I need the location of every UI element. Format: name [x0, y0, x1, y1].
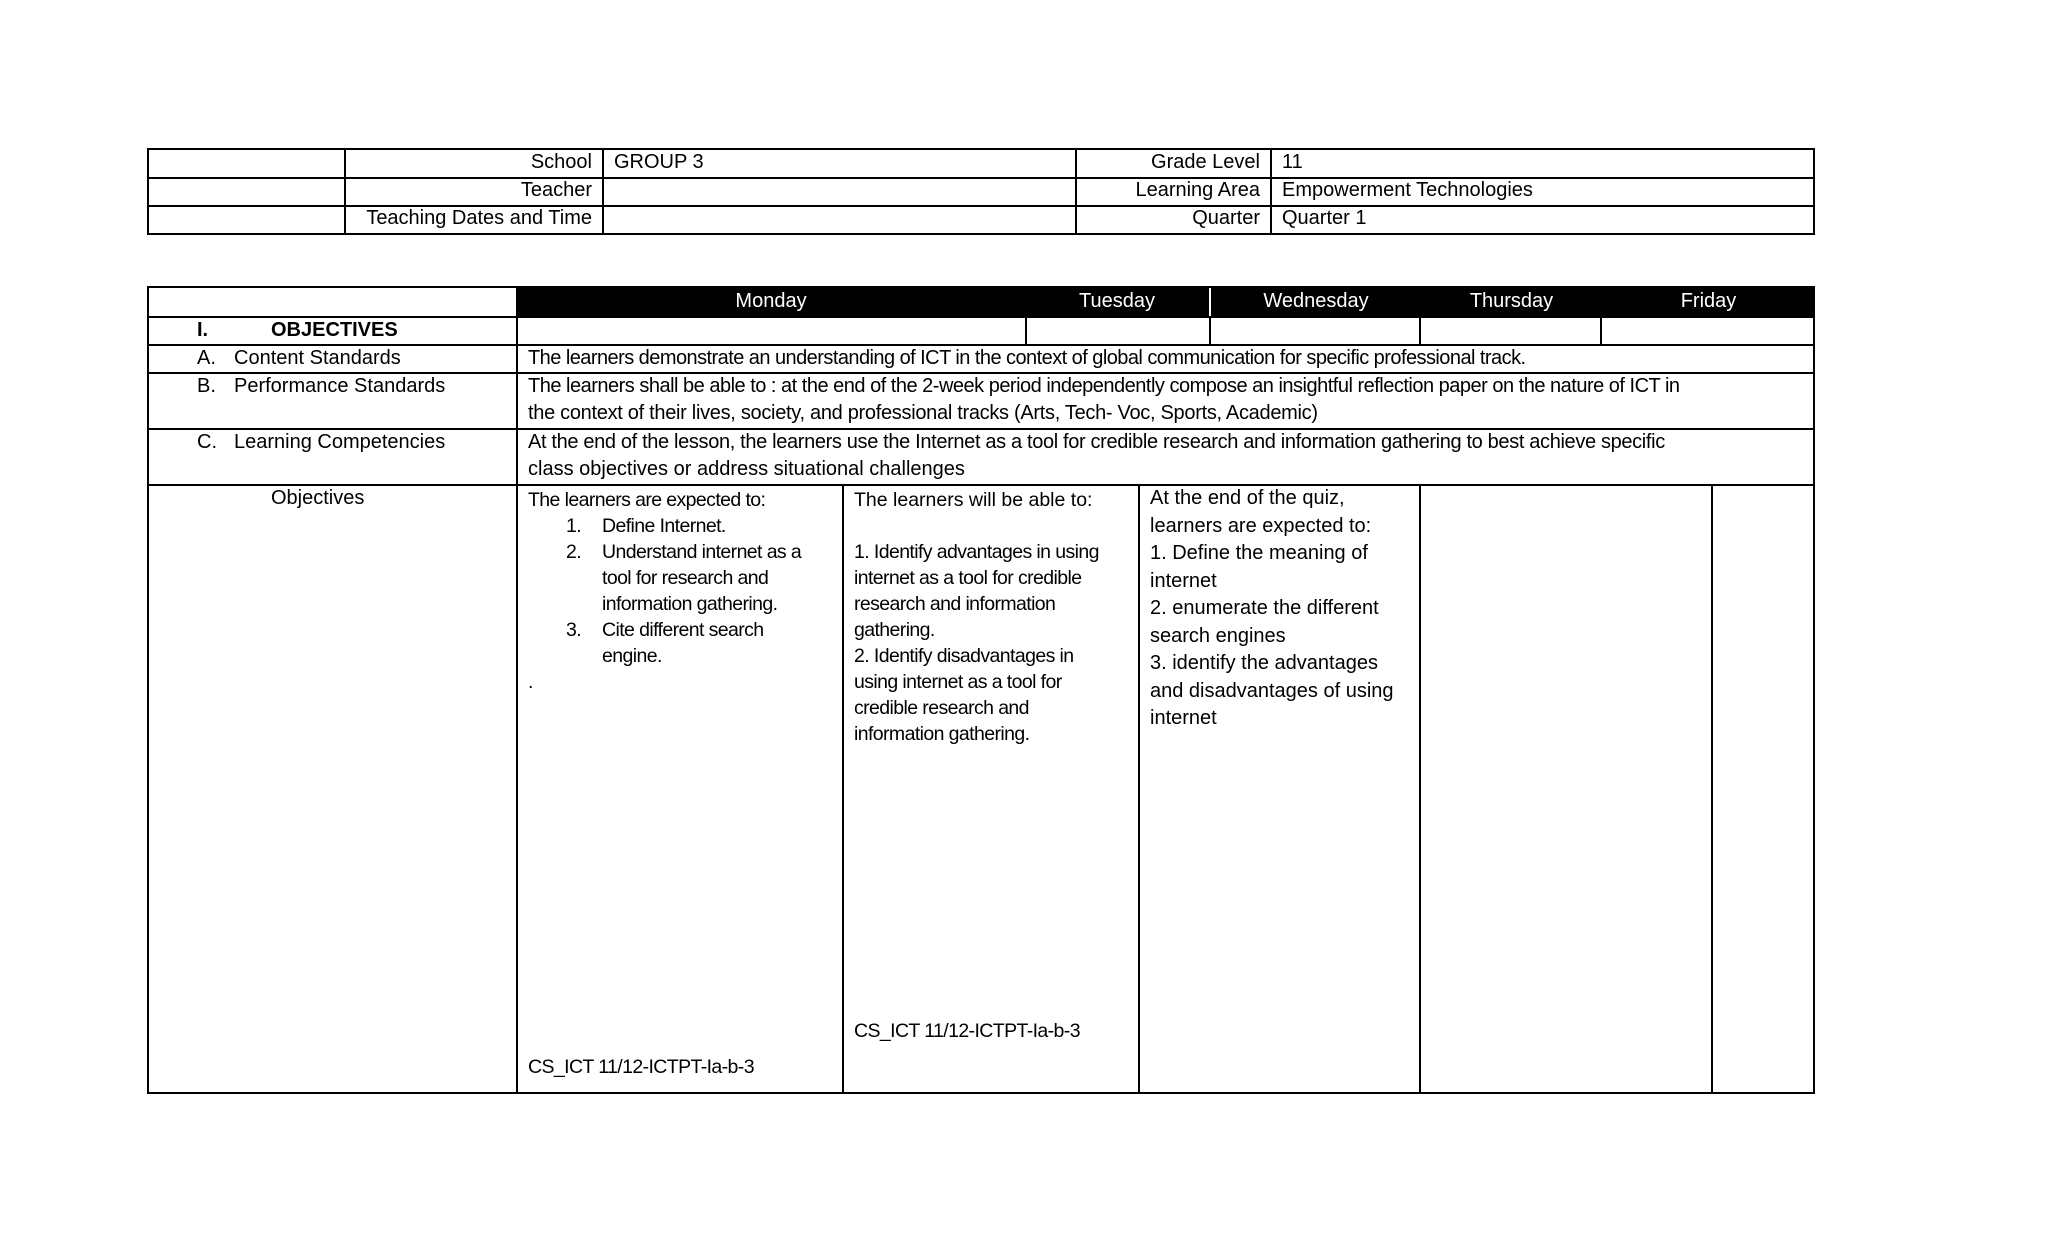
quarter-label: Quarter — [1192, 207, 1260, 229]
rule — [147, 286, 1815, 288]
rule — [516, 286, 518, 1094]
area-label: Learning Area — [1135, 179, 1260, 201]
tuesday-intro: The learners will be able to: — [854, 489, 1093, 511]
dates-label: Teaching Dates and Time — [366, 207, 592, 229]
item-text: Understand internet as a tool for research and information gathering. — [602, 541, 802, 615]
day-thursday: Thursday — [1469, 290, 1554, 312]
performance-standards-letter: B. — [197, 375, 216, 397]
rule — [1138, 484, 1140, 1094]
item-number: 2. — [566, 541, 582, 563]
tuesday-competency-code: CS_ICT 11/12-ICTPT-Ia-b-3 — [854, 1020, 1080, 1042]
day-monday: Monday — [735, 290, 807, 312]
spacer — [854, 513, 1114, 539]
monday-intro: The learners are expected to: — [528, 489, 766, 511]
objectives-number: I. — [197, 319, 209, 341]
content-standards-letter: A. — [197, 347, 216, 369]
content-standards-text: The learners demonstrate an understanding of ICT in the context of global communication for specific professional track. — [528, 347, 1526, 369]
school-value: GROUP 3 — [614, 151, 704, 173]
wednesday-item-2: 2. enumerate the different search engines — [1150, 597, 1379, 647]
rule — [1813, 286, 1815, 1094]
grade-label: Grade Level — [1151, 151, 1260, 173]
objectives-heading: OBJECTIVES — [271, 319, 398, 341]
item-text: Cite different search engine. — [602, 619, 764, 667]
school-label: School — [530, 151, 592, 173]
rule — [1270, 148, 1272, 235]
rule — [842, 484, 844, 1094]
tuesday-item-2: 2. Identify disadvantages in using internet as a tool for credible research and information gathering. — [854, 645, 1074, 745]
rule — [1711, 484, 1713, 1094]
objectives-row-label: Objectives — [271, 487, 365, 509]
rule — [147, 148, 149, 235]
learning-competencies-text-line2: class objectives or address situational challenges — [528, 458, 965, 480]
rule — [1419, 316, 1421, 346]
tuesday-objectives — [854, 487, 1114, 747]
day-wednesday: Wednesday — [1263, 290, 1369, 312]
monday-objective-list — [528, 513, 828, 669]
teacher-label: Teacher — [520, 179, 592, 201]
wednesday-objectives — [1150, 485, 1412, 733]
area-value: Empowerment Technologies — [1282, 179, 1533, 201]
rule — [147, 233, 1815, 235]
item-text: Define Internet. — [602, 515, 726, 537]
day-tuesday: Tuesday — [1079, 290, 1155, 312]
item-number: 3. — [566, 619, 582, 641]
monday-objective-item — [528, 617, 828, 669]
day-friday: Friday — [1680, 290, 1737, 312]
rule — [147, 484, 1815, 486]
performance-standards-text-line2: the context of their lives, society, and professional tracks (Arts, Tech- Voc, Sports, Academic) — [528, 402, 1318, 424]
rule — [1419, 484, 1421, 1094]
quarter-value: Quarter 1 — [1282, 207, 1367, 229]
wednesday-item-1: 1. Define the meaning of internet — [1150, 542, 1368, 592]
rule — [1600, 316, 1602, 346]
content-standards-label: Content Standards — [234, 347, 401, 369]
rule — [1813, 148, 1815, 235]
grade-value: 11 — [1282, 151, 1303, 173]
rule — [1025, 316, 1027, 346]
rule — [147, 1092, 1815, 1094]
monday-dot: . — [528, 671, 533, 693]
learning-competencies-label: Learning Competencies — [234, 431, 446, 453]
performance-standards-text-line1: The learners shall be able to : at the end of the 2-week period independently compose an insightful reflection paper on the nature of ICT in — [528, 375, 1680, 397]
learning-competencies-letter: C. — [197, 431, 217, 453]
item-number: 1. — [566, 515, 582, 537]
monday-objectives — [528, 487, 828, 695]
learning-competencies-text-line1: At the end of the lesson, the learners use the Internet as a tool for credible research and information gathering to best achieve specific — [528, 431, 1665, 453]
rule — [147, 286, 149, 1094]
monday-objective-item — [528, 539, 828, 617]
monday-competency-code: CS_ICT 11/12-ICTPT-Ia-b-3 — [528, 1056, 754, 1078]
rule — [1209, 316, 1211, 346]
monday-objective-item — [528, 513, 828, 539]
wednesday-intro: At the end of the quiz, learners are expected to: — [1150, 487, 1372, 537]
tuesday-item-1: 1. Identify advantages in using internet as a tool for credible research and information gathering. — [854, 541, 1099, 641]
wednesday-item-3: 3. identify the advantages and disadvantages of using internet — [1150, 652, 1394, 729]
rule — [602, 148, 604, 235]
performance-standards-label: Performance Standards — [234, 375, 446, 397]
